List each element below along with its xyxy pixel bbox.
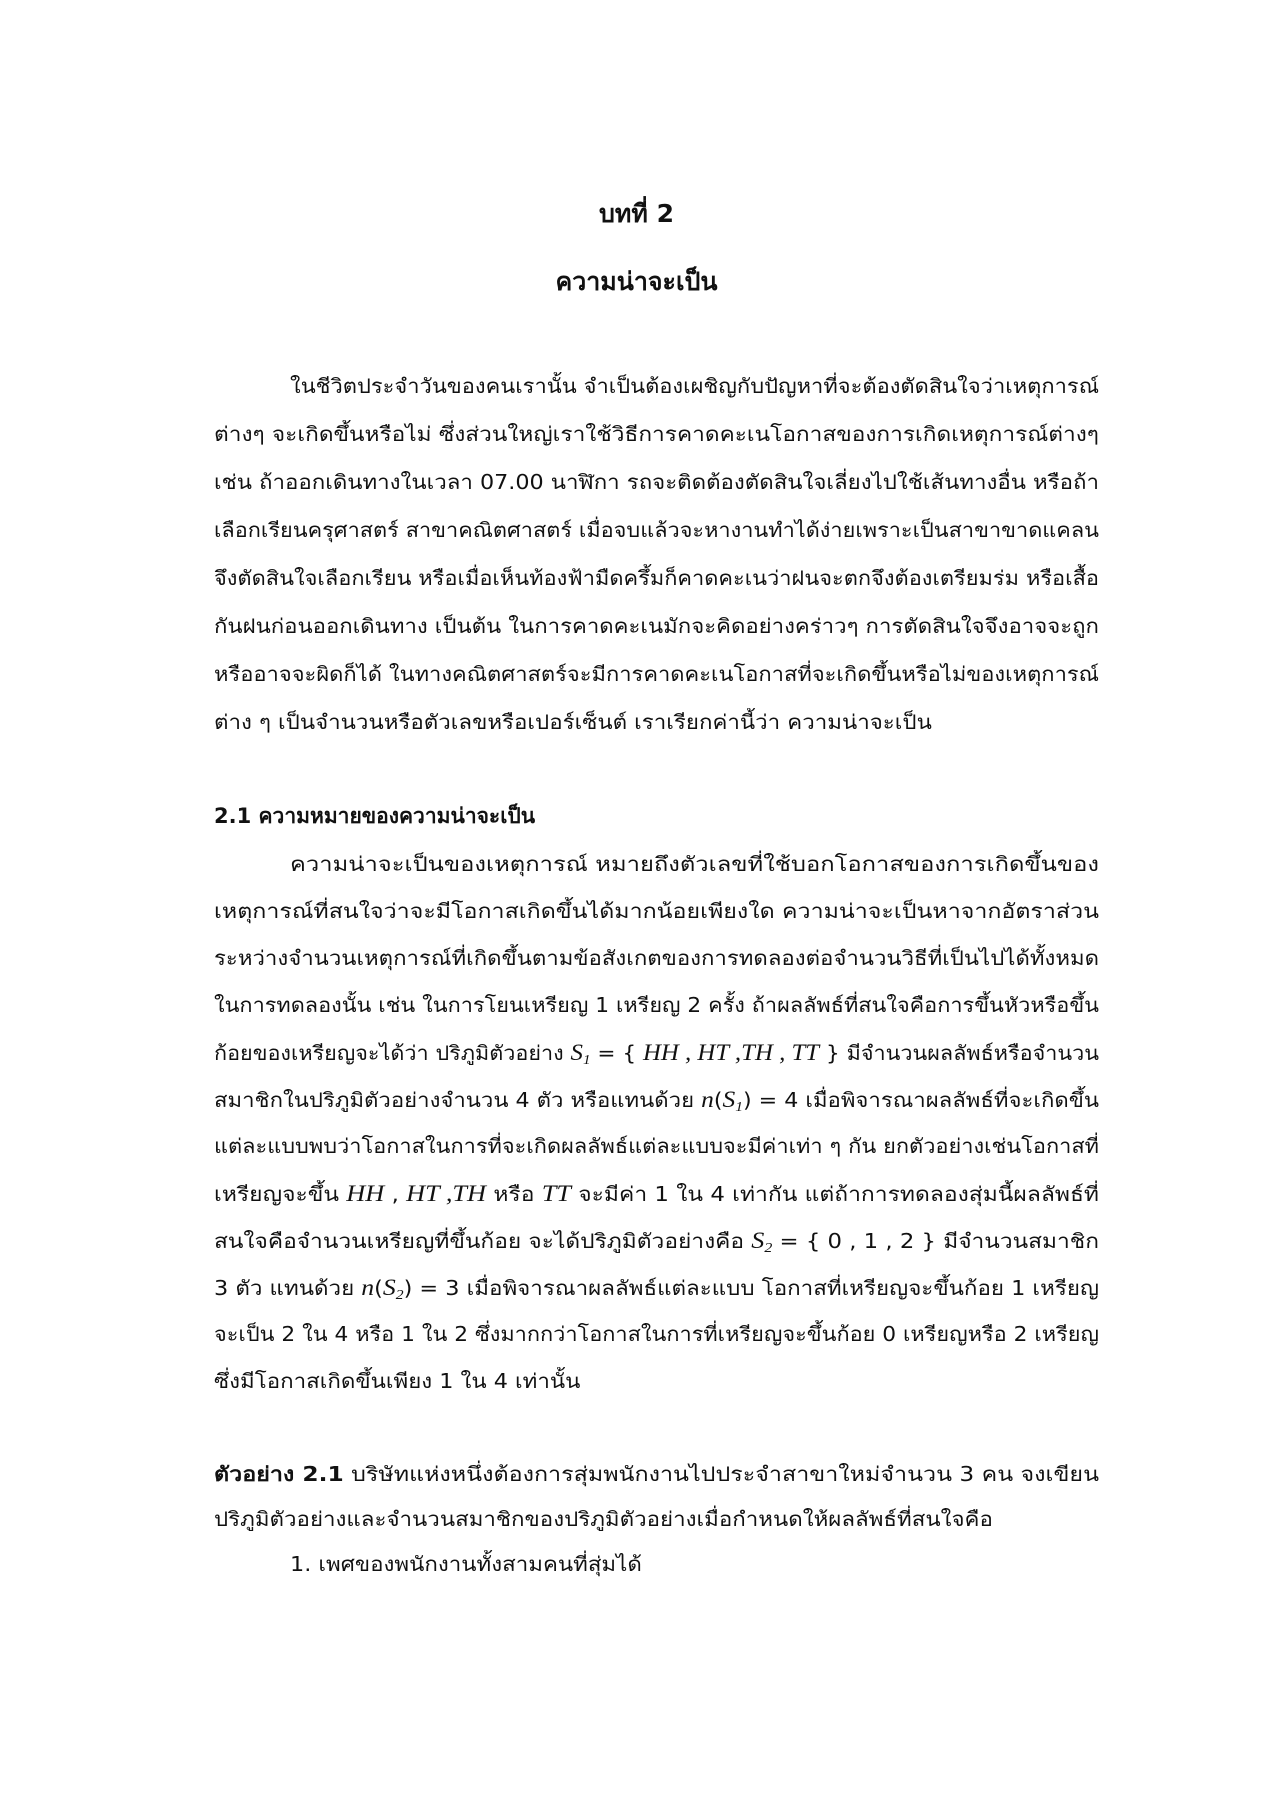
text-run: ความน่าจะเป็นของเหตุการณ์ หมายถึงตัวเลขที่ใช้บอกโอกาสของการเกิดขึ้นของ (290, 852, 1099, 876)
text-line (290, 1542, 642, 1587)
chapter-title: ความน่าจะเป็น (555, 267, 718, 296)
text-line (214, 1311, 1099, 1358)
text-line (214, 1452, 1099, 1497)
text-run: ( (374, 1276, 383, 1300)
definition-paragraph (214, 841, 1099, 1405)
math-symbol (542, 1181, 571, 1206)
math-symbol (701, 1087, 714, 1112)
math-symbol (570, 1040, 591, 1068)
text-run: ในชีวิตประจำวันของคนเรานั้น จำเป็นต้องเผชิญกับปัญหาที่จะต้องตัดสินใจว่าเหตุการณ์ (290, 374, 1099, 398)
text-run: กันฝนก่อนออกเดินทาง เป็นต้น ในการคาดคะเนมักจะคิดอย่างคร่าวๆ การตัดสินใจจึงอาจจะถูก (214, 614, 1099, 638)
text-run: ต่าง ๆ เป็นจำนวนหรือตัวเลขหรือเปอร์เซ็นต์ เราเรียกค่านี้ว่า ความน่าจะเป็น (214, 710, 932, 734)
text-line (214, 1497, 993, 1542)
example-2-1 (214, 1452, 1099, 1587)
text-line (214, 982, 1099, 1029)
text-run: ก้อยของเหรียญจะได้ว่า ปริภูมิตัวอย่าง (214, 1041, 571, 1065)
math-text: HT ,TH (406, 1181, 487, 1206)
math-symbol (382, 1275, 404, 1303)
text-run: หรือ (486, 1182, 542, 1206)
text-run: หรืออาจจะผิดก็ได้ ในทางคณิตศาสตร์จะมีการคาดคะเนโอกาสที่จะเกิดขึ้นหรือไม่ของเหตุการณ์ (214, 662, 1099, 686)
text-run: จึงตัดสินใจเลือกเรียน หรือเมื่อเห็นท้องฟ้ามืดครึ้มก็คาดคะเนว่าฝนจะตกจึงต้องเตรียมร่ม หรือเสื้อ (214, 566, 1099, 590)
text-run: สนใจคือจำนวนเหรียญที่ขึ้นก้อย จะได้ปริภูมิตัวอย่างคือ (214, 1229, 752, 1253)
text-line (214, 554, 1099, 602)
text-run: เลือกเรียนครุศาสตร์ สาขาคณิตศาสตร์ เมื่อจบแล้วจะหางานทำได้ง่ายเพราะเป็นสาขาขาดแคลน (214, 518, 1099, 542)
math-text: n (701, 1087, 714, 1112)
text-run: = { 0 , 1 , 2 } มีจำนวนสมาชิก (772, 1229, 1099, 1253)
example-label: ตัวอย่าง 2.1 (214, 1462, 344, 1486)
text-run: ในการทดลองนั้น เช่น ในการโยนเหรียญ 1 เหรียญ 2 ครั้ง ถ้าผลลัพธ์ที่สนใจคือการขึ้นหัวหรือขึ้น (214, 993, 1099, 1017)
math-subscript: 1 (582, 1053, 591, 1068)
text-run: บริษัทแห่งหนึ่งต้องการสุ่มพนักงานไปประจำสาขาใหม่จำนวน 3 คน จงเขียน (343, 1462, 1099, 1486)
text-run: เหตุการณ์ที่สนใจว่าจะมีโอกาสเกิดขึ้นได้มากน้อยเพียงใด ความน่าจะเป็นหาจากอัตราส่วน (214, 899, 1099, 923)
chapter-number: บทที่ 2 (599, 199, 674, 228)
text-run: จะมีค่า 1 ใน 4 เท่ากัน แต่ถ้าการทดลองสุ่มนี้ผลลัพธ์ที่ (570, 1182, 1099, 1206)
text-line (214, 935, 1099, 982)
math-symbol (406, 1181, 486, 1206)
text-line (214, 698, 932, 746)
text-run: ปริภูมิตัวอย่างและจำนวนสมาชิกของปริภูมิตัวอย่างเมื่อกำหนดให้ผลลัพธ์ที่สนใจคือ (214, 1507, 993, 1531)
text-line (214, 458, 1099, 506)
math-text: HH , HT ,TH , TT (642, 1040, 820, 1065)
math-text: n (361, 1275, 375, 1300)
text-line (214, 888, 1099, 935)
text-run: ) = 3 เมื่อพิจารณาผลลัพธ์แต่ละแบบ โอกาสที่เหรียญจะขึ้นก้อย 1 เหรียญ (403, 1276, 1099, 1300)
text-run: ต่างๆ จะเกิดขึ้นหรือไม่ ซึ่งส่วนใหญ่เราใช้วิธีการคาดคะเนโอกาสของการเกิดเหตุการณ์ต่างๆ (214, 422, 1099, 446)
text-line (214, 602, 1099, 650)
text-line (290, 841, 1099, 888)
text-line (214, 506, 1099, 554)
math-text: S (382, 1275, 396, 1300)
math-text: S (570, 1040, 583, 1065)
math-subscript: 1 (735, 1100, 743, 1115)
math-text: TT (541, 1181, 571, 1206)
text-line (214, 1358, 580, 1405)
text-run: จะเป็น 2 ใน 4 หรือ 1 ใน 2 ซึ่งมากกว่าโอกาสในการที่เหรียญจะขึ้นก้อย 0 เหรียญหรือ 2 เหรียญ (214, 1322, 1099, 1346)
math-text: HH (346, 1181, 385, 1206)
text-run: แต่ละแบบพบว่าโอกาสในการที่จะเกิดผลลัพธ์แต่ละแบบจะมีค่าเท่า ๆ กัน ยกตัวอย่างเช่นโอกาสที่ (214, 1134, 1099, 1158)
text-line (214, 410, 1099, 458)
text-run: } มีจำนวนผลลัพธ์หรือจำนวน (819, 1041, 1099, 1065)
math-symbol (751, 1228, 773, 1256)
text-run: เหรียญจะขึ้น (214, 1182, 347, 1206)
math-subscript: 2 (395, 1288, 404, 1303)
text-line (214, 1076, 1099, 1123)
intro-paragraph (214, 362, 1099, 746)
text-line (290, 362, 1099, 410)
text-line (214, 1217, 1099, 1264)
text-run: , (384, 1182, 407, 1206)
text-line (214, 650, 1099, 698)
math-text: S (722, 1087, 736, 1112)
text-line (214, 1264, 1099, 1311)
math-subscript: 2 (764, 1241, 773, 1256)
text-run: = { (590, 1041, 643, 1065)
text-line (214, 1029, 1099, 1076)
text-run: เช่น ถ้าออกเดินทางในเวลา 07.00 นาฬิกา รถจะติดต้องตัดสินใจเลี่ยงไปใช้เส้นทางอื่น หรือถ้า (214, 470, 1099, 494)
text-run: ระหว่างจำนวนเหตุการณ์ที่เกิดขึ้นตามข้อสังเกตของการทดลองต่อจำนวนวิธีที่เป็นไปได้ทั้งหมด (214, 946, 1099, 970)
math-text: S (751, 1228, 765, 1253)
text-run: ซึ่งมีโอกาสเกิดขึ้นเพียง 1 ใน 4 เท่านั้น (214, 1369, 581, 1393)
math-symbol (643, 1040, 819, 1065)
text-run: 1. เพศของพนักงานทั้งสามคนที่สุ่มได้ (290, 1552, 642, 1576)
section-heading: 2.1 ความหมายของความน่าจะเป็น (214, 804, 536, 828)
text-run: สมาชิกในปริภูมิตัวอย่างจำนวน 4 ตัว หรือแทนด้วย (214, 1088, 702, 1112)
text-run: 3 ตัว แทนด้วย (214, 1276, 362, 1300)
text-run: ) = 4 เมื่อพิจารณาผลลัพธ์ที่จะเกิดขึ้น (742, 1088, 1099, 1112)
text-line (214, 1123, 1099, 1170)
math-symbol (346, 1181, 384, 1206)
text-run: ( (713, 1088, 723, 1112)
math-symbol (361, 1275, 374, 1300)
text-line (214, 1170, 1099, 1217)
math-symbol (722, 1087, 743, 1115)
